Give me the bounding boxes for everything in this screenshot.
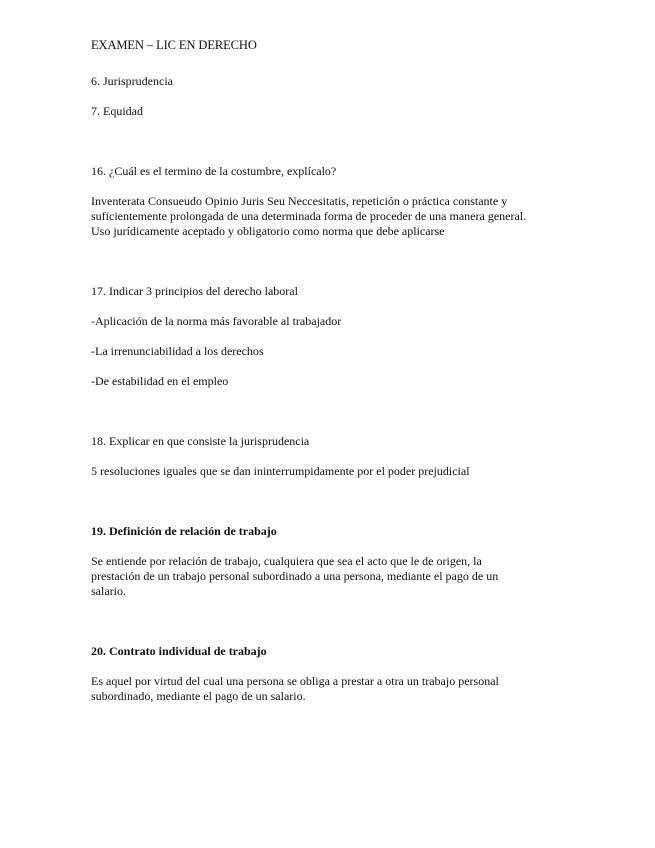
answer-19 xyxy=(91,554,563,599)
answer-16 xyxy=(91,194,563,239)
answer-16-line-3: Uso jurídicamente aceptado y obligatorio como norma que debe aplicarse xyxy=(91,224,445,238)
question-18: 18. Explicar en que consiste la jurisprudencia xyxy=(91,434,310,448)
document-page xyxy=(91,38,571,704)
question-20: 20. Contrato individual de trabajo xyxy=(91,644,267,658)
principle-2: -La irrenunciabilidad a los derechos xyxy=(91,344,264,358)
answer-20-line-2: subordinado, mediante el pago de un salario. xyxy=(91,689,306,703)
answer-19-line-1: Se entiende por relación de trabajo, cualquiera que sea el acto que le de origen, la xyxy=(91,554,482,568)
answer-16-line-1: Inventerata Consueudo Opinio Juris Seu Neccesitatis, repetición o práctica constante y xyxy=(91,194,508,208)
question-16: 16. ¿Cuál es el termino de la costumbre, explícalo? xyxy=(91,164,337,178)
answer-18: 5 resoluciones iguales que se dan ininterrumpidamente por el poder prejudicial xyxy=(91,464,470,478)
answer-16-line-2: suficientemente prolongada de una determinada forma de proceder de una manera general. xyxy=(91,209,527,223)
document-header: EXAMEN – LIC EN DERECHO xyxy=(91,38,257,52)
answer-19-line-3: salario. xyxy=(91,584,126,598)
question-17: 17. Indicar 3 principios del derecho laboral xyxy=(91,284,298,298)
answer-19-line-2: prestación de un trabajo personal subordinado a una persona, mediante el pago de un xyxy=(91,569,499,583)
principle-1: -Aplicación de la norma más favorable al trabajador xyxy=(91,314,342,328)
item-6: 6. Jurisprudencia xyxy=(91,74,173,88)
principle-3: -De estabilidad en el empleo xyxy=(91,374,229,388)
answer-20-line-1: Es aquel por virtud del cual una persona se obliga a prestar a otra un trabajo personal xyxy=(91,674,499,688)
answer-20 xyxy=(91,674,563,704)
question-19: 19. Definición de relación de trabajo xyxy=(91,524,277,538)
item-7: 7. Equidad xyxy=(91,104,143,118)
